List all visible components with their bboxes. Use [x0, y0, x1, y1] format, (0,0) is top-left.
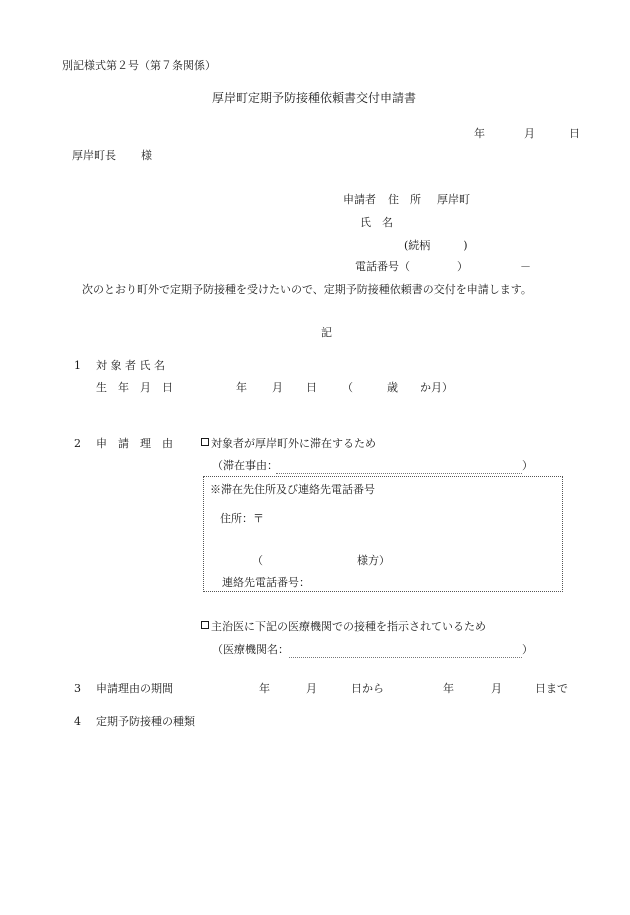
section3-label: 申請理由の期間 [96, 682, 173, 695]
section2-label: 申 請 理 由 [96, 437, 173, 450]
addressee-honorific: 様 [141, 149, 152, 162]
section1-dob-year: 年 [236, 381, 247, 394]
period-from-day: 日から [351, 682, 384, 695]
applicant-phone-label: 電話番号（ [355, 260, 410, 273]
clinic-close: ） [522, 643, 533, 656]
clinic-label: （医療機関名： [212, 643, 289, 656]
addressee-name: 厚岸町長 [72, 149, 116, 162]
stay-box-care-of-suffix: 様方） [357, 554, 390, 567]
applicant-phone-dash: － [520, 260, 531, 273]
reason-doctor-option: 主治医に下記の医療機関での接種を指示されているため [211, 620, 486, 633]
document-title: 厚岸町定期予防接種依頼書交付申請書 [212, 91, 417, 105]
section1-age-open: （ [342, 381, 353, 394]
applicant-address-value: 厚岸町 [437, 193, 470, 206]
section1-dob-month: 月 [272, 381, 283, 394]
period-to-month: 月 [491, 682, 502, 695]
stay-reason-close: ） [522, 459, 533, 472]
clinic-name-input[interactable] [289, 657, 522, 658]
period-from-year: 年 [259, 682, 270, 695]
stay-reason-input[interactable] [276, 473, 522, 474]
stay-reason-label: （滞在事由： [212, 459, 278, 472]
applicant-name-label: 氏 名 [360, 216, 393, 229]
stay-box-care-of-open: （ [252, 554, 263, 567]
period-from-month: 月 [306, 682, 317, 695]
applicant-phone-close: ） [457, 260, 468, 273]
section4-number: 4 [74, 715, 81, 728]
section3-number: 3 [74, 682, 81, 695]
date-day-label: 日 [569, 127, 580, 140]
section1-age-unit: 歳 [387, 381, 398, 394]
reason-stay-option: 対象者が厚岸町外に滞在するため [211, 437, 376, 450]
section4-label: 定期予防接種の種類 [96, 715, 195, 728]
section1-dob-label: 生 年 月 日 [96, 381, 173, 394]
period-to-day: 日まで [535, 682, 568, 695]
stay-box-address: 住所：〒 [220, 512, 264, 525]
reason-doctor-checkbox[interactable] [201, 621, 209, 629]
form-number: 別記様式第２号（第７条関係） [62, 59, 216, 72]
ki-heading: 記 [321, 326, 332, 339]
section1-number: 1 [74, 359, 81, 372]
date-year-label: 年 [474, 127, 485, 140]
reason-stay-checkbox[interactable] [201, 438, 209, 446]
section2-number: 2 [74, 437, 81, 450]
section1-dob-day: 日 [306, 381, 317, 394]
stay-box-title: ※滞在先住所及び連絡先電話番号 [210, 483, 375, 496]
section1-age-month-unit: か月） [420, 381, 453, 394]
applicant-address-label: 住 所 [388, 193, 421, 206]
intro-text: 次のとおり町外で定期予防接種を受けたいので、定期予防接種依頼書の交付を申請します。 [82, 283, 532, 296]
applicant-label: 申請者 [343, 193, 376, 206]
period-to-year: 年 [443, 682, 454, 695]
stay-box-phone: 連絡先電話番号： [222, 576, 310, 589]
applicant-relation-label: (続柄 ) [404, 239, 468, 252]
date-month-label: 月 [524, 127, 535, 140]
section1-label: 対 象 者 氏 名 [96, 359, 165, 372]
